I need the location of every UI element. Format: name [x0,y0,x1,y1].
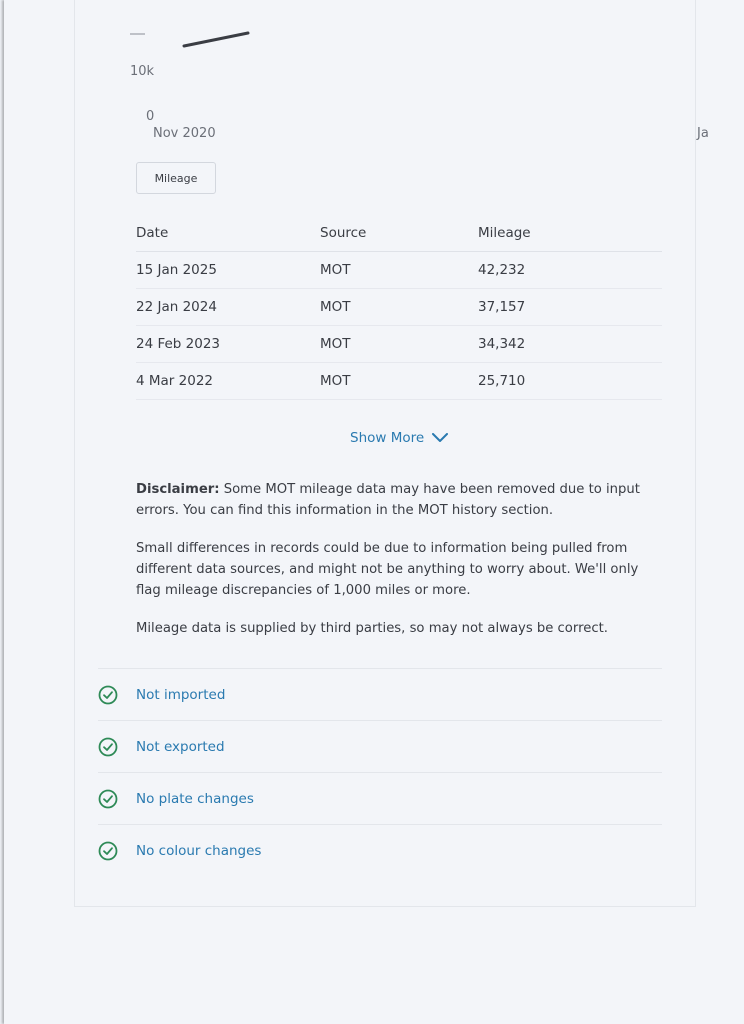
table-row [136,363,662,400]
check-circle-icon [98,685,136,705]
cell-date: 24 Feb 2023 [136,326,320,363]
mileage-chart [0,0,744,160]
mileage-table [136,215,662,400]
disclaimer-text: Some MOT mileage data may have been removed due to input errors. You can find this information in the MOT history section. [136,482,640,518]
cell-source: MOT [320,289,478,326]
table-row [136,289,662,326]
chevron-down-icon [432,433,448,443]
table-row [136,252,662,289]
cell-mileage: 34,342 [478,326,662,363]
check-label: Not imported [136,686,226,703]
legend-mileage-button[interactable]: Mileage [136,162,216,194]
show-more-label: Show More [350,430,425,446]
check-label: Not exported [136,738,225,755]
check-item-no-colour-changes [98,824,662,876]
check-item-not-exported [98,720,662,772]
third-party-paragraph: Mileage data is supplied by third parties, so may not always be correct. [136,621,608,636]
header-mileage: Mileage [478,215,662,252]
cell-date: 22 Jan 2024 [136,289,320,326]
cell-mileage: 42,232 [478,252,662,289]
y-tick-0: 0 [146,109,155,124]
header-source: Source [320,215,478,252]
cell-source: MOT [320,363,478,400]
cell-date: 15 Jan 2025 [136,252,320,289]
cell-date: 4 Mar 2022 [136,363,320,400]
check-circle-icon [98,841,136,861]
cell-source: MOT [320,326,478,363]
show-more-button[interactable] [350,430,448,446]
check-item-not-imported [98,668,662,720]
header-date: Date [136,215,320,252]
cell-mileage: 37,157 [478,289,662,326]
chart-series-line [184,33,248,46]
check-label: No plate changes [136,790,254,807]
x-tick-nov-2020: Nov 2020 [153,126,216,141]
mileage-chart-svg [0,0,744,160]
check-circle-icon [98,789,136,809]
cell-mileage: 25,710 [478,363,662,400]
x-tick-ja: Ja [697,126,709,141]
y-tick-10k: 10k [130,64,155,79]
cell-source: MOT [320,252,478,289]
disclaimer-label: Disclaimer: [136,482,220,497]
check-item-no-plate-changes [98,772,662,824]
disclaimer-paragraph [136,479,656,521]
history-checks [98,668,662,876]
table-row [136,326,662,363]
discrepancy-paragraph: Small differences in records could be due to information being pulled from different data sources, and might not be anything to worry about. We'll only flag mileage discrepancies of 1,000 miles or more. [136,541,639,598]
table-header-row [136,215,662,252]
check-label: No colour changes [136,842,262,859]
check-circle-icon [98,737,136,757]
